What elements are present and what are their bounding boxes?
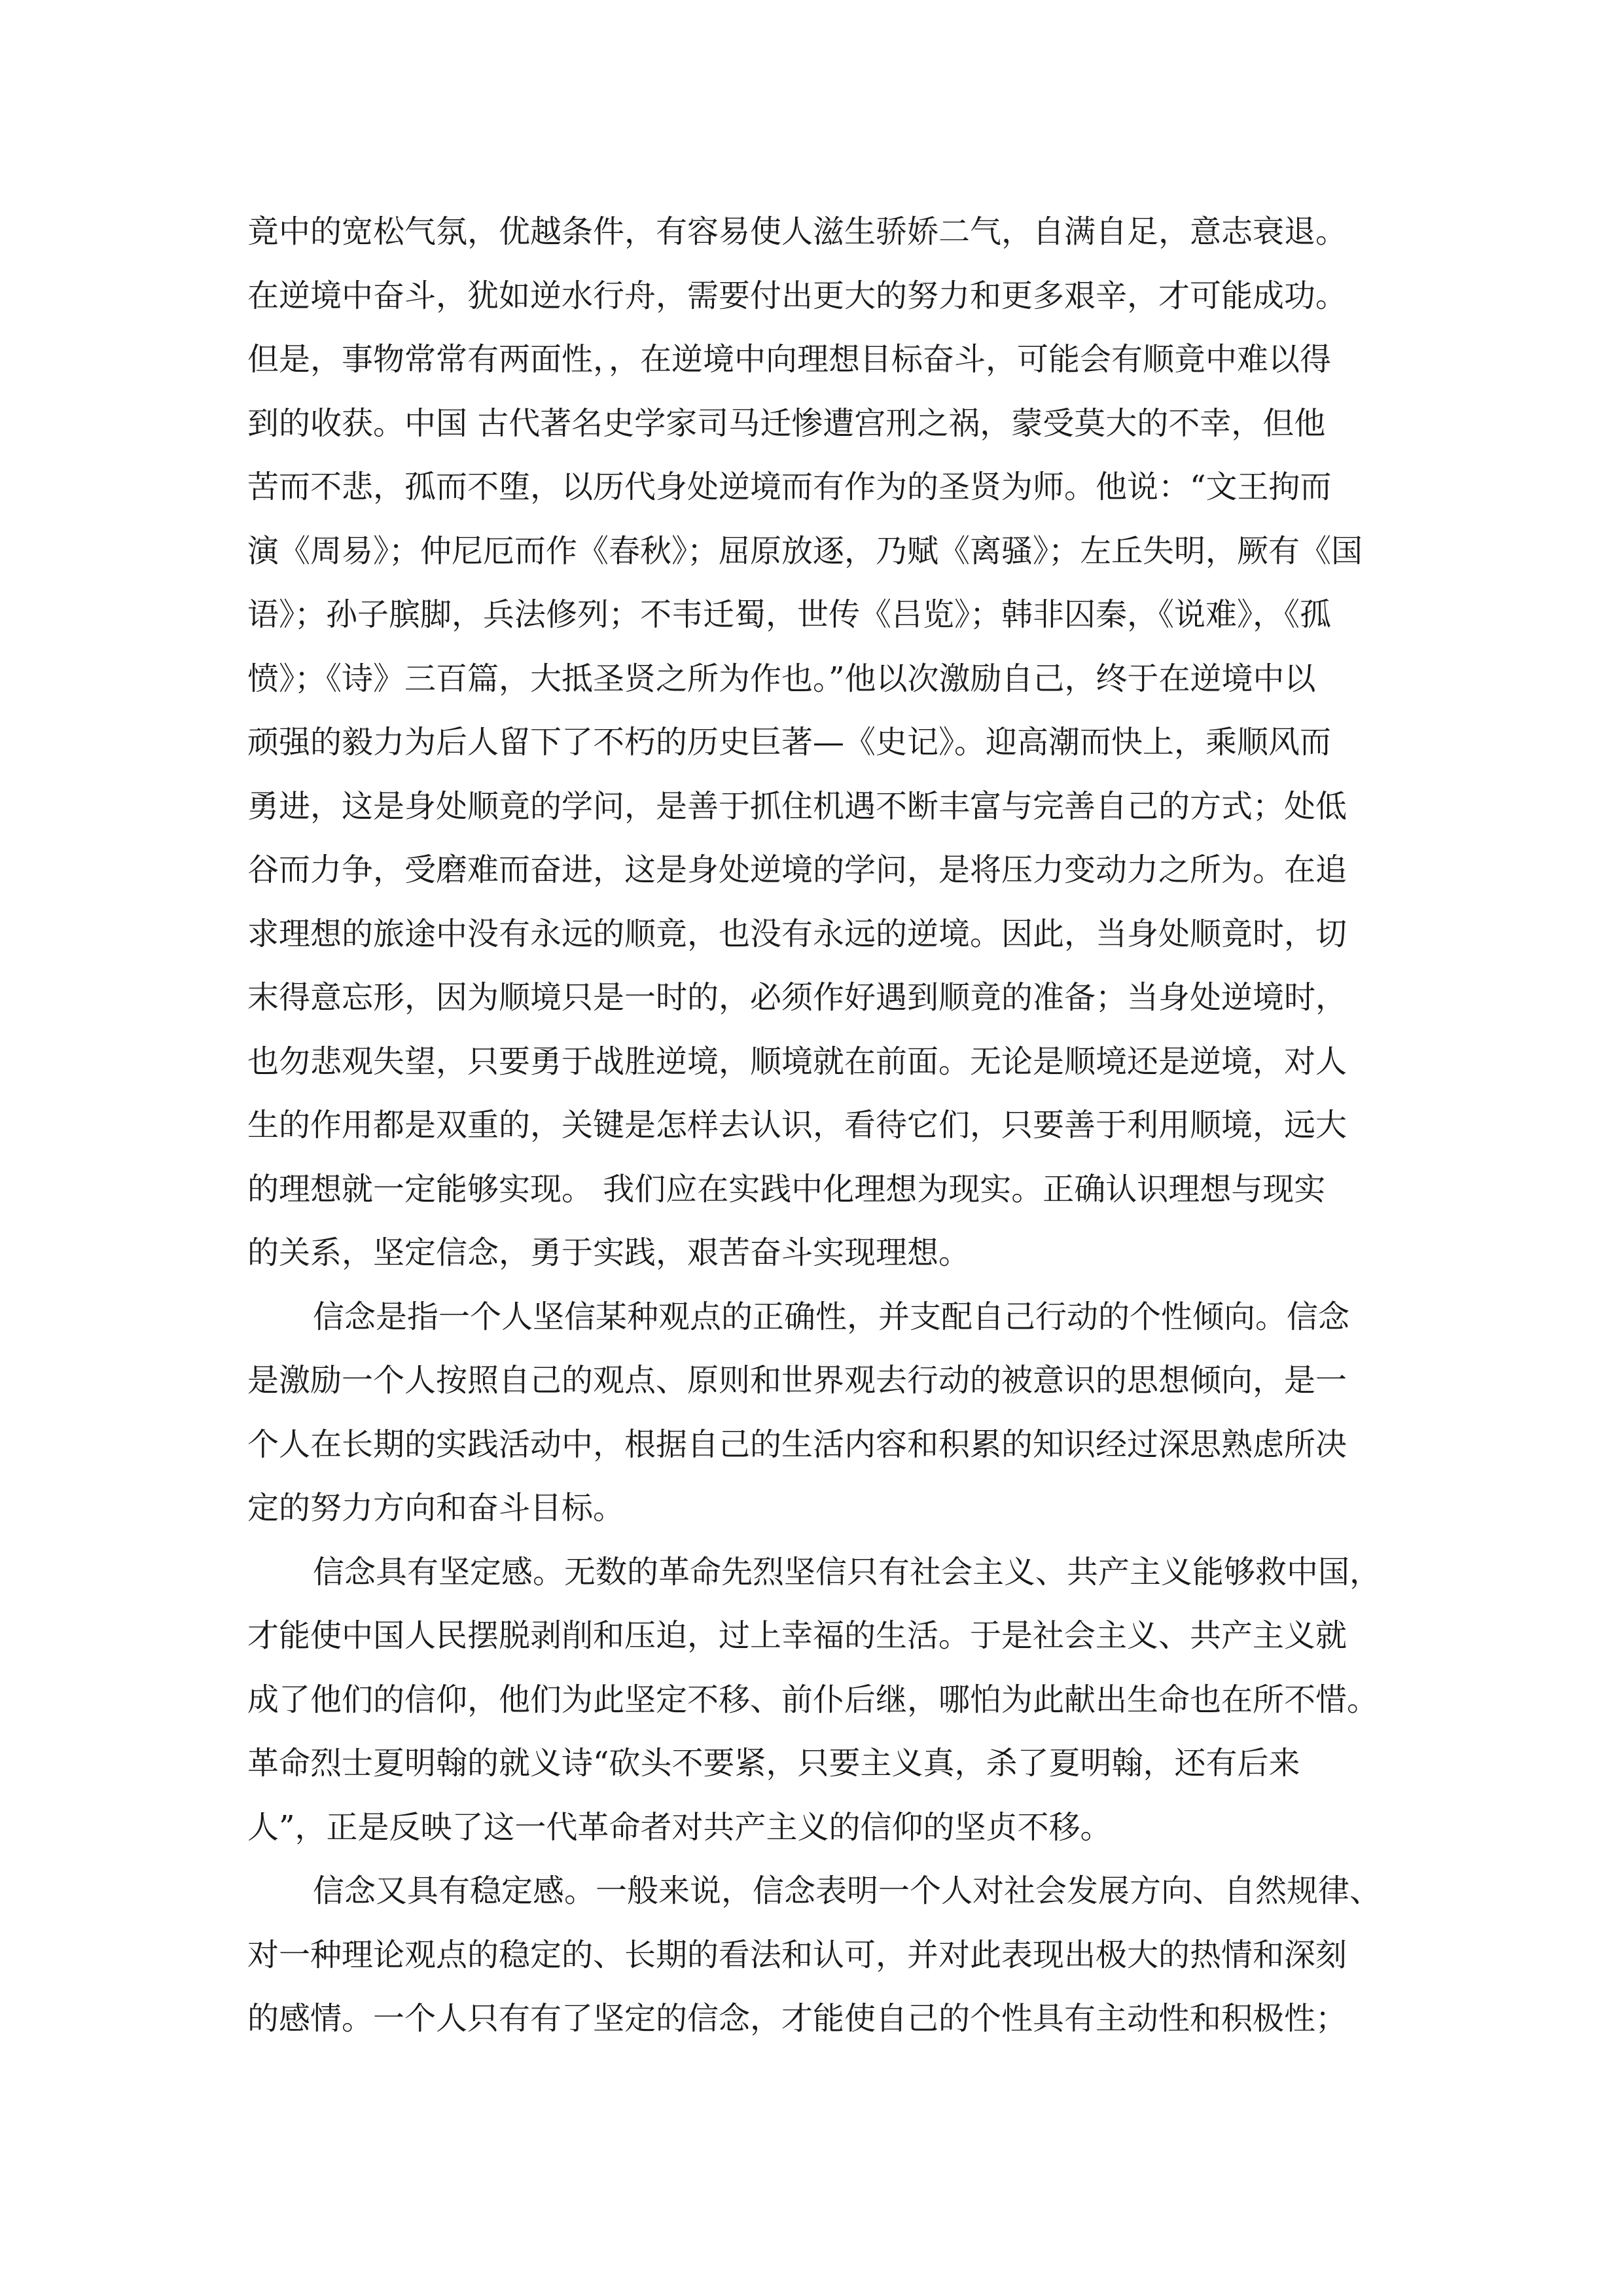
paragraph (247, 1541, 1386, 1860)
text-line: 信念具有坚定感。无数的革命先烈坚信只有社会主义、共产主义能够救中国， (313, 1553, 1382, 1590)
text-line: 苦而不悲，孤而不堕，以历代身处逆境而有作为的圣贤为师。他说：“文王拘而 (247, 469, 1332, 505)
text-line: 愤》；《诗》三百篇，大抵圣贤之所为作也。”他以次激励自己，终于在逆境中以 (247, 660, 1316, 697)
text-line: 在逆境中奋斗，犹如逆水行舟，需要付出更大的努力和更多艰辛，才可能成功。 (247, 277, 1347, 314)
text-line: 定的努力方向和奋斗目标。 (247, 1490, 625, 1526)
paragraph (247, 200, 1386, 1285)
text-line: 顽强的毅力为后人留下了不朽的历史巨著—《史记》。迎高潮而快上，乘顺风而 (247, 724, 1332, 761)
text-line: 的理想就一定能够实现。 我们应在实践中化理想为现实。正确认识理想与现实 (247, 1170, 1326, 1208)
text-line: 末得意忘形，因为顺境只是一时的，必须作好遇到顺竟的准备；当身处逆境时， (247, 979, 1347, 1016)
text-line: 也勿悲观失望，只要勇于战胜逆境，顺境就在前面。无论是顺境还是逆境，对人 (247, 1043, 1347, 1080)
paragraph (247, 1285, 1386, 1541)
text-line: 信念是指一个人坚信某种观点的正确性，并支配自己行动的个性倾向。信念 (313, 1298, 1350, 1335)
text-line: 才能使中国人民摆脱剥削和压迫，过上幸福的生活。于是社会主义、共产主义就 (247, 1617, 1347, 1654)
paragraph (247, 1859, 1386, 2051)
text-line: 生的作用都是双重的，关键是怎样去认识，看待它们，只要善于利用顺境，远大 (247, 1107, 1347, 1143)
text-line: 的关系，坚定信念，勇于实践，艰苦奋斗实现理想。 (247, 1234, 971, 1271)
text-line: 谷而力争，受磨难而奋进，这是身处逆境的学问，是将压力变动力之所为。在追 (247, 852, 1347, 888)
text-line: 勇进，这是身处顺竟的学问，是善于抓住机遇不断丰富与完善自己的方式；处低 (247, 787, 1347, 825)
text-line: 但是，事物常常有两面性，，在逆境中向理想目标奋斗，可能会有顺竟中难以得 (247, 341, 1332, 378)
text-line: 人”，正是反映了这一代革命者对共产主义的信仰的坚贞不移。 (247, 1808, 1112, 1846)
text-line: 对一种理论观点的稳定的、长期的看法和认可，并对此表现出极大的热情和深刻 (247, 1936, 1347, 1973)
text-line: 个人在长期的实践活动中，根据自己的生活内容和积累的知识经过深思熟虑所决 (247, 1426, 1347, 1463)
text-line: 革命烈士夏明翰的就义诗“砍头不要紧，只要主义真，杀了夏明翰，还有后来 (247, 1745, 1300, 1782)
text-line: 求理想的旅途中没有永远的顺竟，也没有永远的逆境。因此，当身处顺竟时，切 (247, 915, 1347, 952)
text-line: 成了他们的信仰，他们为此坚定不移、前仆后继，哪怕为此献出生命也在所不惜。 (247, 1681, 1379, 1718)
text-line: 是激励一个人按照自己的观点、原则和世界观去行动的被意识的思想倾向，是一 (247, 1362, 1347, 1399)
text-line: 竟中的宽松气氛，优越条件，有容易使人滋生骄娇二气，自满自足，意志衰退。 (247, 213, 1347, 250)
text-line: 信念又具有稳定感。一般来说，信念表明一个人对社会发展方向、自然规律、 (313, 1873, 1382, 1909)
text-line: 的感情。一个人只有有了坚定的信念，才能使自己的个性具有主动性和积极性； (247, 2000, 1347, 2037)
text-line: 语》；孙子膑脚，兵法修列；不韦迁蜀，世传《吕览》；韩非囚秦，《说难》，《孤 (247, 596, 1332, 633)
document-body (247, 200, 1386, 2051)
text-line: 到的收获。中国 古代著名史学家司马迁惨遭宫刑之祸，蒙受莫大的不幸，但他 (247, 404, 1326, 442)
text-line: 演《周易》；仲尼厄而作《春秋》；屈原放逐，乃赋《离骚》；左丘失明，厥有《国 (247, 532, 1363, 569)
